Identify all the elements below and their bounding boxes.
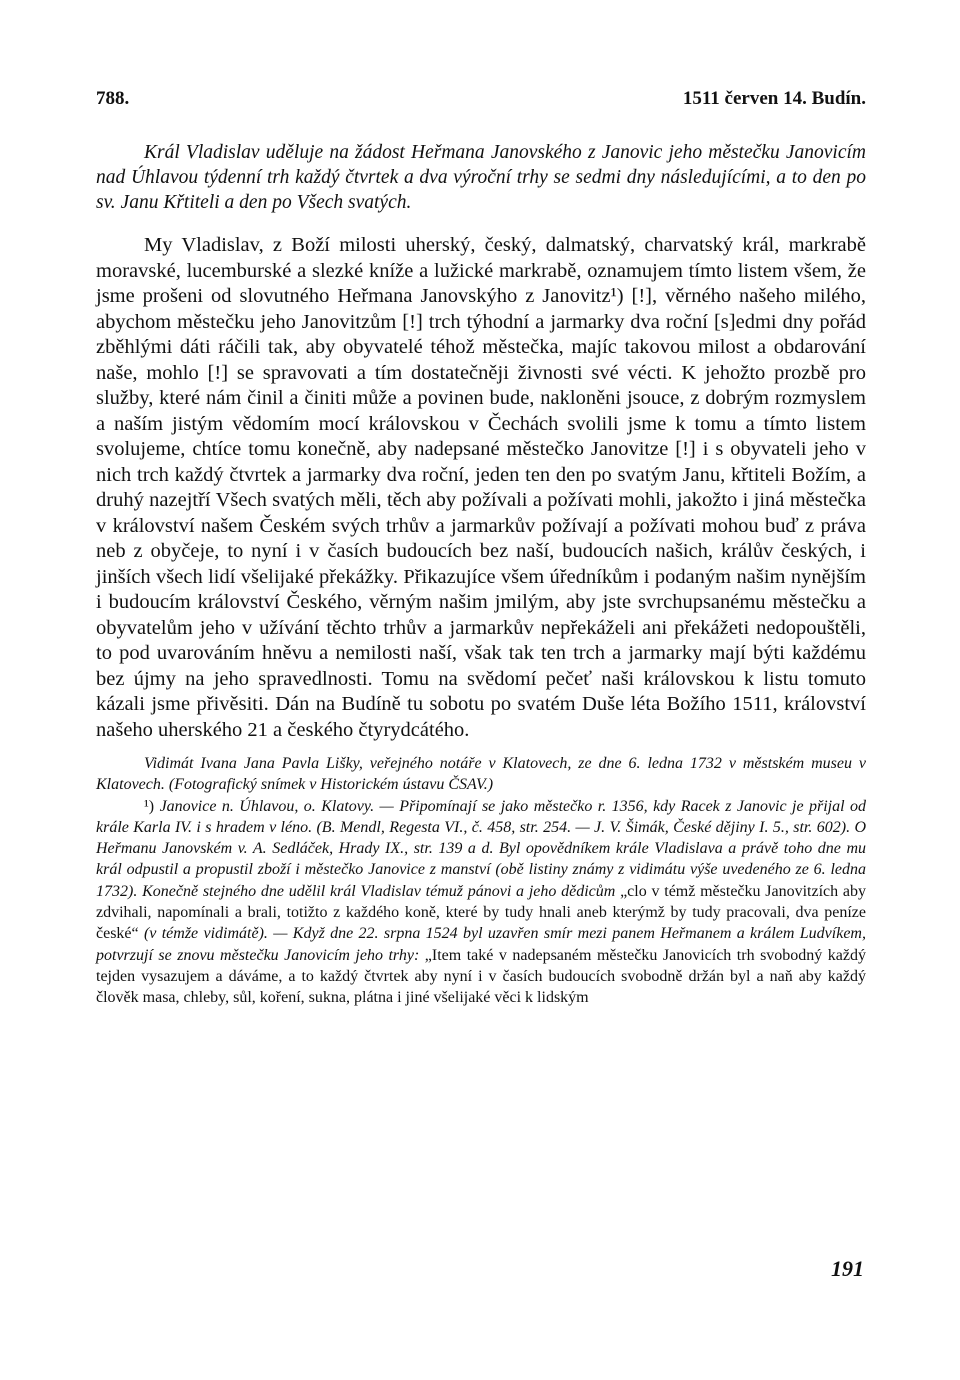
notes	[96, 753, 866, 1009]
charter-text: My Vladislav, z Boží milosti uherský, český, dalmatský, charvatský král, markrabě moravské, lucemburské a slezké kníže a lužické markrabě, oznamujem tímto listem všem, že jsme prošeni od slovutného Heřmana Janovskýho z Janovitz¹) [!], věrného našeho milého, abychom městečku jeho Janovitzům [!] trch týhodní a jarmarky dva roční [s]edmi dny pořád zběhlými dáti ráčili tak, aby obyvatelé téhož městečka, majíc takovou milost a obdarování naše, mohlo [!] se spravovati a tím dostatečněji živnosti své vécti. K jehožto prozbě pro služby, které nám činil a činiti může a povinen bude, nakloněni jsouce, z dobrým rozmyslem a naším jistým vědomím mocí královskou v Čechách svolili jsme k tomu a tímto listem svolujeme, chtíce tomu konečně, aby nadepsané městečko Janovitze [!] i s obyvateli jeho v nich trch každý čtvrtek a jarmarky dva roční, jeden ten den po svatým Janu, křtiteli Božím, a druhý nazejtří Všech svatých měli, těch aby požívali a požívati mohli, jakožto i jiná městečka v království našem Českém svých trhův a jarmarkův požívají a požívati mohou buď z práva neb z obyčeje, to nyní i v časích budoucích bez naší, budoucích našich, králův českých, i jinších všech lidí všelijaké překážky. Přikazujíce všem úředníkům i podaným našim nynějším i budoucím království Českého, věrným našim jmilým, aby jste svrchupsanému městečku a obyvatelům jeho v užívání těchto trhův a jarmarkův nepřekáželi ani překážeti nedopouštěli, to pod uvarováním hněvu a nemilosti naší, však tak ten trch a jarmarky mají býti každému bez újmy na jeho spravedlnosti. Tomu na svědomí pečeť naši královskou k listu tomuto kázali jsme přivěsiti. Dán na Budíně tu sobotu po svatém Duše léta Božího 1511, království našeho uherského 21 a českého čtyrydcátého.	[96, 234, 866, 741]
regest-abstract: Král Vladislav uděluje na žádost Heřmana Janovského z Janovic jeho městečku Janovicím nad Úhlavou týdenní trh každý čtvrtek a dva výroční trhy se sedmi dny následujícími, a to den po sv. Janu Křtiteli a den po Všech svatých.	[96, 142, 866, 213]
footnote-text-2: (v témže vidimátě). — Když dne 22. srpna 1524 byl uzavřen smír mezi panem Heřmanem a králem Ludvíkem, potvrzují se znovu městečku Janovicím jeho trhy:	[96, 925, 866, 964]
date-place: 1511 červen 14. Budín.	[682, 88, 866, 109]
footnote-text-1: Janovice n. Úhlavou, o. Klatovy. — Připomínají se jako městečko r. 1356, kdy Racek z Janovic je přijal od krále Karla IV. i s hradem v léno. (B. Mendl, Regesta VI., č. 458, str. 254. — J. V. Šimák, České dějiny I. 5., str. 602). O Heřmanu Janovském v. A. Sedláček, Hrady IX., str. 139 a d. Byl opovědníkem krále Vladislava a právě toho dne mu král odpustil a propustil zboží i městečko Janovice z manství (obě listiny známy z vidimátu výše uvedeného ze 6. ledna 1732). Konečně stejného dne udělil král Vladislav témuž pánovi a jeho dědicům	[96, 797, 867, 900]
footnote-quote-1: „clo v témž městečku Janovitzích aby zdvihali, napomínali a brali, totižto z každého koně, které by tudy hnali aneb kterýmž by tudy pracovali, dva peníze české“	[96, 882, 866, 943]
footnote-quote-2: „Item také v nadepsaném městečku Janovicích trh svobodný každý tejden vysazujem a dáváme, a to každý čtvrtek aby nyní i v časích budoucích svobodně držán byl a naň aby každý člověk masa, chleby, sůl, koření, sukna, plátna i jiné všelijaké věci k lidským	[96, 946, 866, 1007]
footnote-marker: ¹)	[144, 797, 155, 815]
document-number: 788.	[96, 88, 130, 109]
page-number: 191	[831, 1256, 864, 1281]
footnote	[96, 796, 866, 1009]
running-head	[96, 88, 866, 118]
source-note: Vidimát Ivana Jana Pavla Lišky, veřejného notáře v Klatovech, ze dne 6. ledna 1732 v městském museu v Klatovech. (Fotografický snímek v Historickém ústavu ČSAV.)	[96, 755, 866, 794]
document-page	[96, 88, 866, 1009]
